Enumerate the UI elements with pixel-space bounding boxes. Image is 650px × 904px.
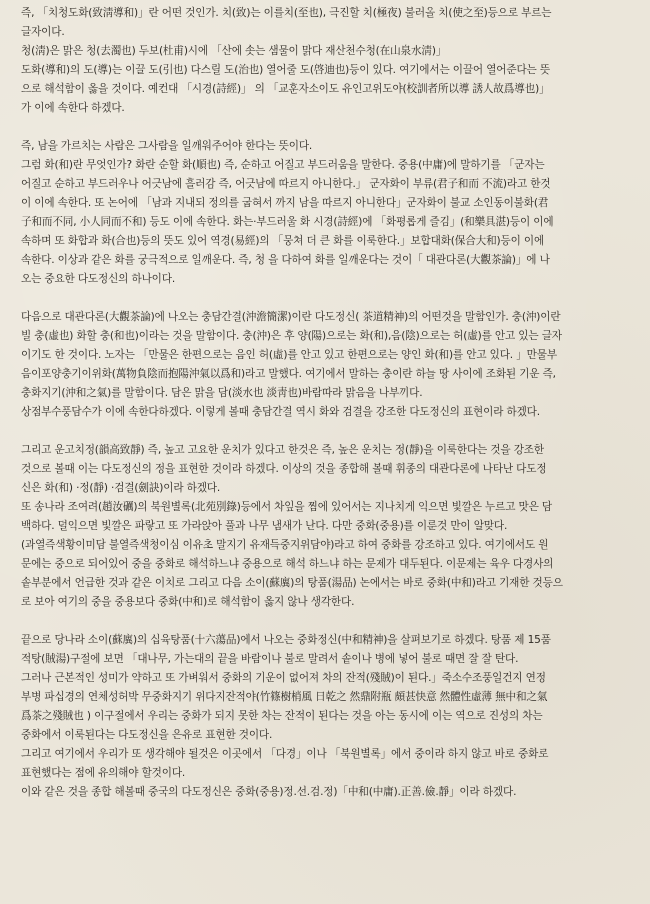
text-line: (과열즉색황이미담 불열즉색청이심 이유초 말지기 유재득중지위담야)라고 하여 중화를 강조하고 있다. 여기에서도 원	[21, 539, 549, 551]
text-line: 백하다. 덜익으면 빛깔은 파랗고 또 가라앉아 풀과 나무 냄새가 난다. 다만 중화(중용)를 이룬것 만이 알맞다.	[21, 520, 508, 532]
text-line: 속한다. 이상과 같은 화를 궁극적으로 일깨운다. 즉, 청 을 다하여 화를 일깨운다는 것이「 대관다론(大觀茶論)」에 나	[21, 254, 550, 266]
text-line: 그리고 여기에서 우리가 또 생각해야 될것은 이곳에서 「다경」이나 「북원별록」에서 중이라 하지 않고 바로 중화로	[21, 748, 549, 760]
text-line: 속하며 또 화합과 화(合也)등의 뜻도 있어 역경(易經)의 「뭉쳐 더 큰 화를 이룩한다.」보합대화(保合大和)등이 이에	[21, 235, 545, 247]
text-line: 또 송나라 조여려(趙汝礪)의 북원별록(北苑別錄)등에서 차잎을 찜에 있어서는 지나치게 익으면 빛깔은 누르고 맛은 담	[21, 501, 552, 513]
text-line: 신은 화(和) ·정(靜) ·검결(劍訣)이라 하겠다.	[21, 482, 221, 494]
text-line: 그럼 화(和)란 무엇인가? 화란 순할 화(順也) 즉, 순하고 어질고 부드러움을 말한다. 중용(中庸)에 말하기를 「군자는	[21, 159, 545, 171]
text-line: 그러나 근본적인 성미가 약하고 또 가벼워서 중화의 기운이 없어져 차의 잔적(殘賊)이 된다.」죽소수조풍일건지 연정	[21, 672, 546, 684]
text-line: 것으로 볼때 이는 다도정신의 정을 표현한 것이라 하겠다. 이상의 것을 종합해 볼때 휘종의 대관다론에 나타난 다도정	[21, 463, 547, 475]
text-line: 글자이다.	[21, 26, 65, 38]
paragraph-5	[21, 631, 636, 802]
text-line: 표현했다는 점에 유의해야 할것이다.	[21, 767, 186, 779]
text-line: 爲茶之殘賊也 ) 이구절에서 우리는 중화가 되지 못한 차는 잔적이 된다는 것을 아는 동시에 이는 역으로 진성의 차는	[21, 710, 543, 722]
text-line: 도화(導和)의 도(導)는 이끌 도(引也) 다스릴 도(治也) 열어줄 도(啓迪也)등이 있다. 여기에서는 이끌어 열어준다는 뜻	[21, 64, 550, 76]
text-line: 어질고 순하고 부드러우나 어긋남에 흘러감 즉, 어긋남에 따르지 아니한다.」 군자화이 부류(君子和而 不流)라고 한것	[21, 178, 551, 190]
text-line: 이기도 한 것이다. 노자는 「만물은 한편으로는 음인 허(虛)를 안고 있고 한편으로는 양인 화(和)를 안고 있다. 」만물부	[21, 349, 557, 361]
text-line: 가 이에 속한다 하겠다.	[21, 102, 125, 114]
text-line: 충화지기(沖和之氣)를 말함이다. 담은 맑을 담(淡水也 淡靑也)바람따라 맑음을 나부끼다.	[21, 387, 423, 399]
text-line: 끝으로 당나라 소이(蘇廙)의 십육탕품(十六蕩品)에서 나오는 중화정신(中和精神)을 살펴보기로 하겠다. 탕품 제 15품	[21, 634, 551, 646]
text-line: 적탕(賊湯)구절에 보면 「대나무, 가는대의 끝을 바람이나 불로 말려서 솥이나 병에 넣어 불로 때면 잘 잘 탄다.	[21, 653, 519, 665]
text-line: 빌 충(虛也) 화할 충(和也)이라는 것을 말함이다. 충(沖)은 후 양(陽)으로는 화(和),음(陰)으로는 허(虛)를 안고 있는 글자	[21, 330, 562, 342]
text-line: 문에는 중으로 되어있어 중을 중화로 해석하느냐 중용으로 해석 하느냐 하는 문제가 대두된다. 이문제는 육우 다경사의	[21, 558, 554, 570]
text-line: 으로 해석함이 옳을 것이다. 예컨대 「시경(詩經)」 의 「교훈자소이도 유인고위도야(校訓者所以導 誘人故爲導也)」	[21, 83, 550, 95]
text-line: 솥부분에서 언급한 것과 같은 이치로 그리고 다음 소이(蘇廙)의 탕품(湯品) 논에서는 바로 중화(中和)라고 기재한 것등으	[21, 577, 563, 589]
text-line: 다음으로 대관다론(大觀茶論)에 나오는 충담간결(沖澹簡潔)이란 다도정신( 茶道精神)의 어떤것을 말함인가. 충(沖)이란	[21, 311, 561, 323]
text-line: 오는 중요한 다도정신의 하나이다.	[21, 273, 176, 285]
text-line: 즉, 남을 가르치는 사람은 그사람을 일깨워주어야 한다는 뜻이다.	[21, 140, 313, 152]
text-line: 상점부수풍담수가 이에 속한다하겠다. 이렇게 볼때 충담간결 역시 화와 검결을 강조한 다도정신의 표현이라 하겠다.	[21, 406, 540, 418]
text-line: 중화에서 이룩된다는 다도정신을 은유로 표현한 것이다.	[21, 729, 273, 741]
text-line: 부병 파십경의 연체성허박 무중화지기 위다지잔적야(竹篠樹梢風 日乾之 然鼎附瓶 頗甚快意 然體性虛薄 無中和之氣	[21, 691, 548, 703]
paragraph-3	[21, 308, 636, 422]
paragraph-1	[21, 4, 636, 118]
text-line: 이와 같은 것을 종합 해볼때 중국의 다도정신은 중화(중용)정.선.검.정)「中和(中庸).正善.儉.靜」이라 하겠다.	[21, 786, 517, 798]
text-line: 그리고 운고치정(韻高致靜) 즉, 높고 고요한 운치가 있다고 한것은 즉, 높은 운치는 정(靜)을 이룩한다는 것을 강조한	[21, 444, 544, 456]
paragraph-4	[21, 441, 636, 612]
paragraph-2	[21, 137, 636, 289]
text-line: 음이포양충기이위화(萬物負陰而抱陽沖氣以爲和)라고 말했다. 여기에서 말하는 충이란 하늘 땅 사이에 조화된 기운 즉,	[21, 368, 556, 380]
text-line: 子和而不同, 小人同而不和) 등도 이에 속한다. 화는·부드러울 화 시경(詩經)에 「화평롭게 즐김」(和樂具湛)등이 이에	[21, 216, 554, 228]
text-line: 즉, 「치청도화(致淸導和)」란 어떤 것인가. 치(致)는 이를치(至也), 극진할 치(極夜) 불러올 치(使之至)등으로 부르는	[21, 7, 552, 19]
text-line: 이 이에 속한다. 또 논어에 「남과 지내되 정의를 굽혀서 까지 남을 따르지 아니한다」군자화이 불교 소인동이불화(君	[21, 197, 549, 209]
text-line: 청(淸)은 맑은 청(去濁也) 두보(杜甫)시에 「산에 솟는 샘물이 맑다 재산천수청(在山泉水淸)」	[21, 45, 447, 57]
text-line: 로 보아 여기의 중을 중용보다 중화(中和)로 해석함이 옳지 않나 생각한다.	[21, 596, 355, 608]
